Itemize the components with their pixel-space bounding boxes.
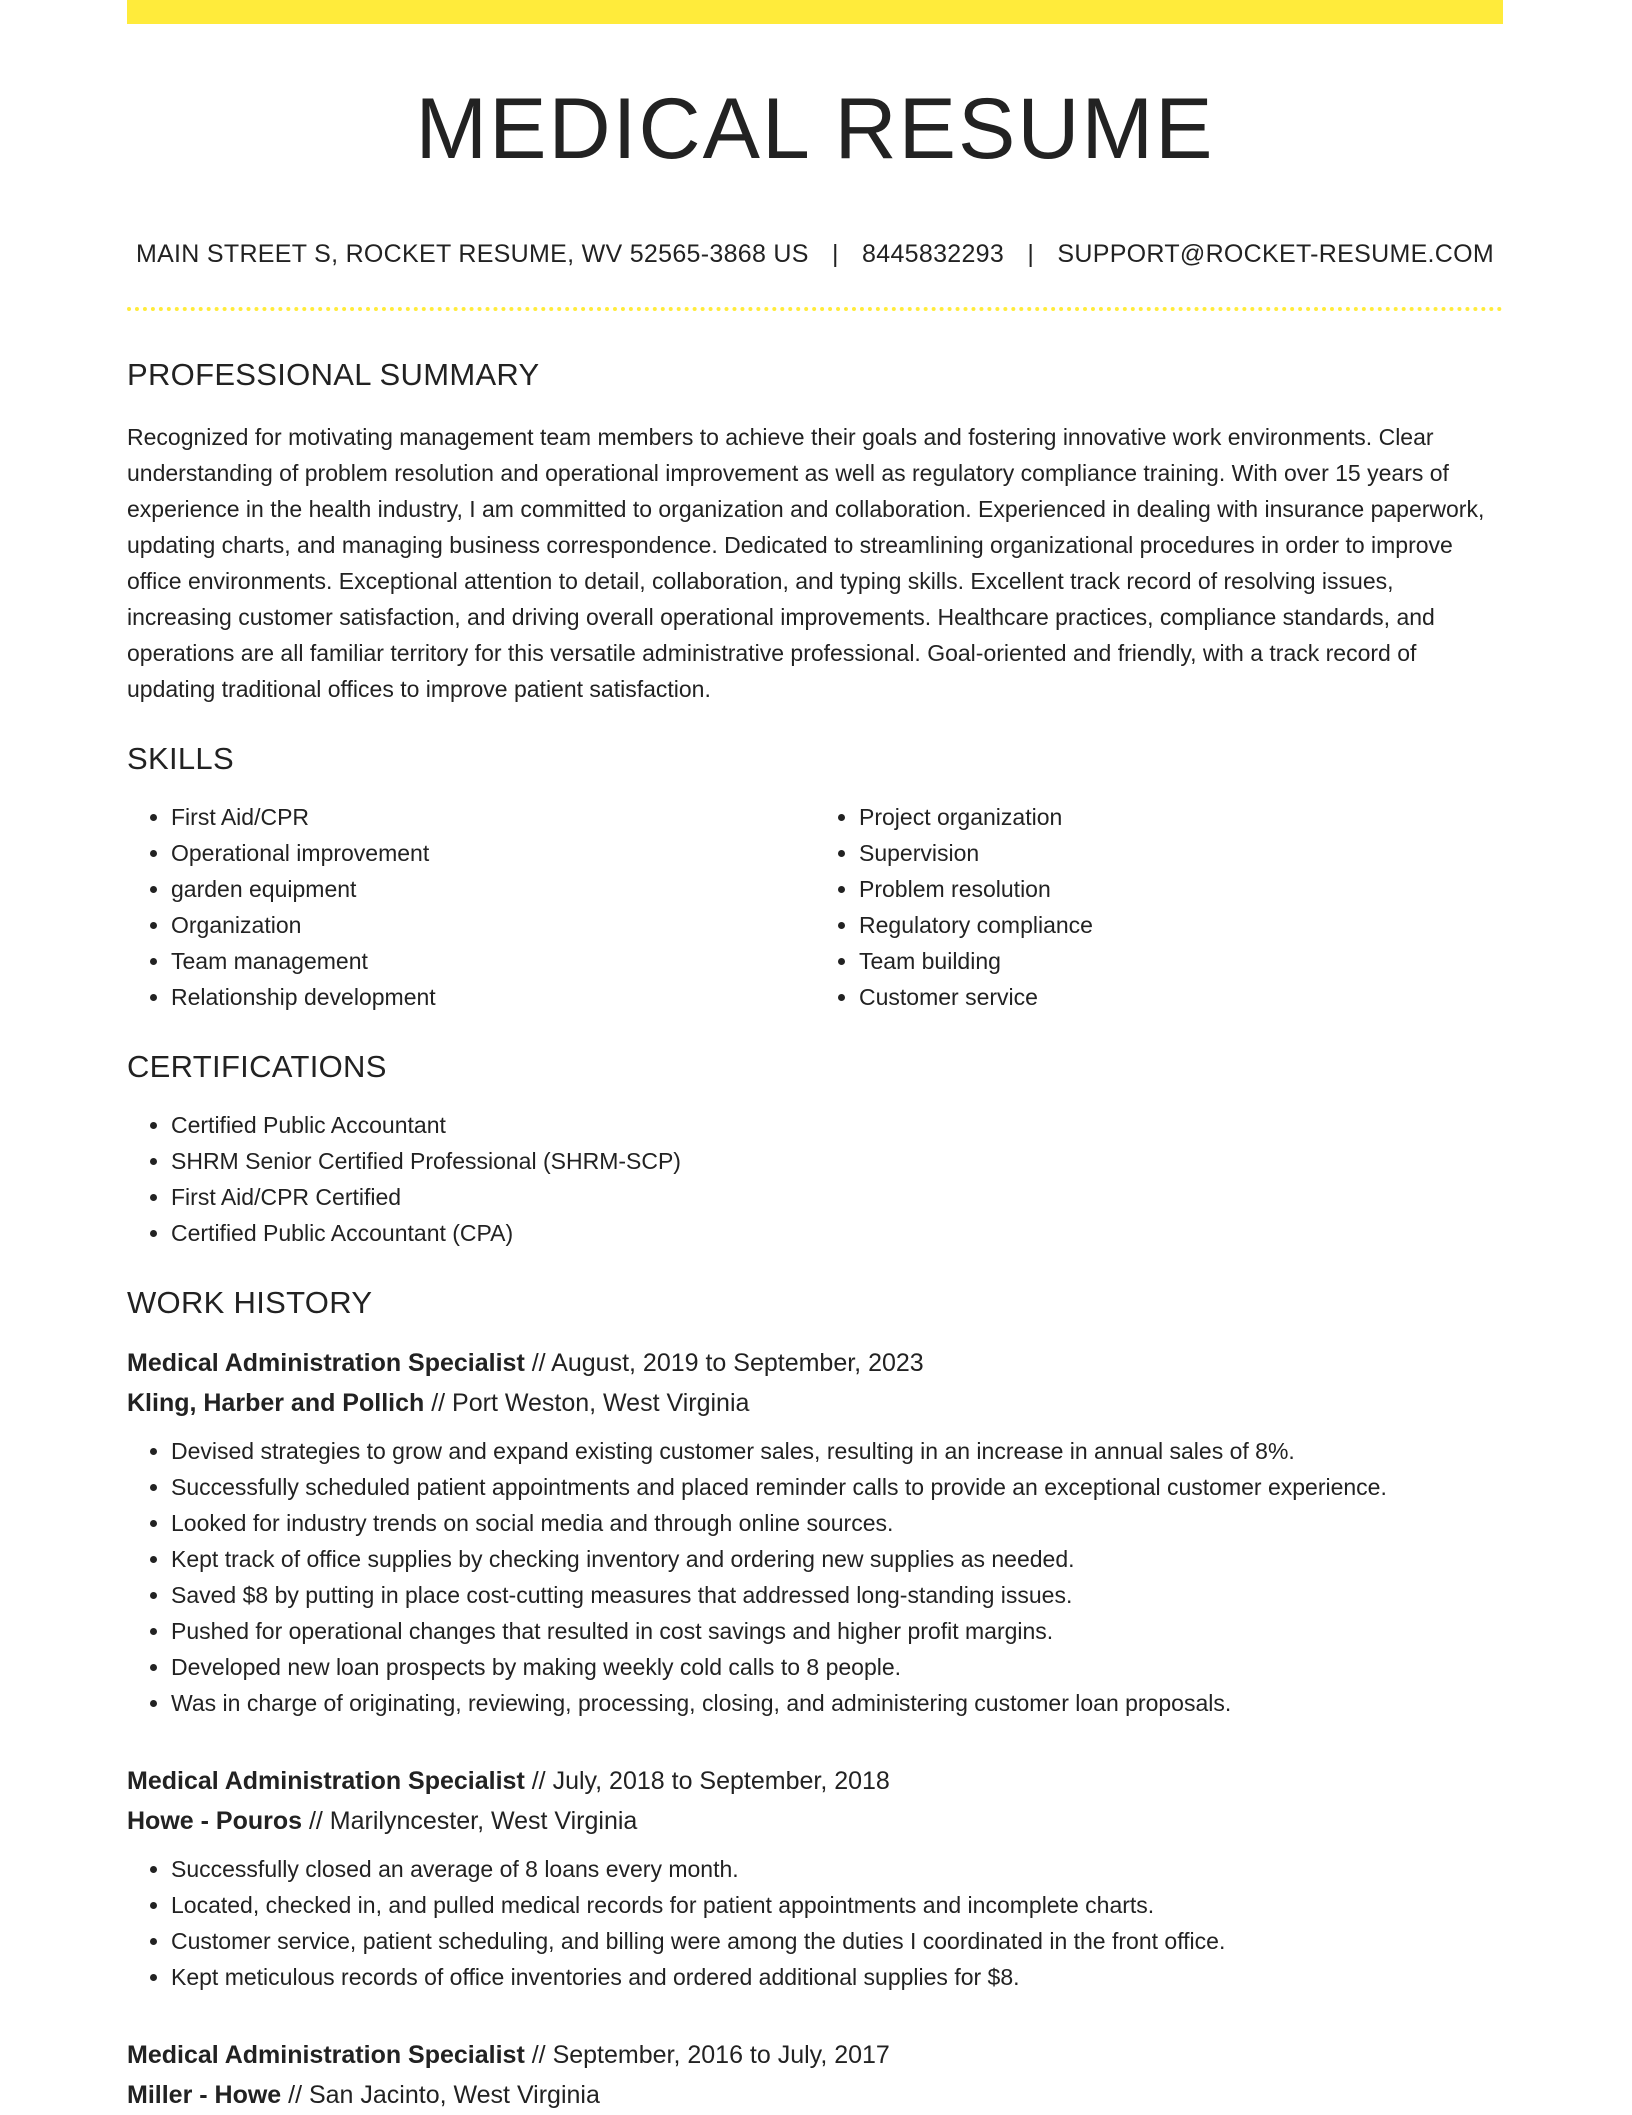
job-duty: • Customer service, patient scheduling, and billing were among the duties I coordinated in the front office. (171, 1923, 1503, 1959)
skills-heading: SKILLS (127, 741, 234, 776)
job-title-line (127, 1761, 1503, 1801)
resume-page (127, 0, 1503, 2115)
job-title: Medical Administration Specialist (127, 2041, 525, 2069)
skill-item: • Operational improvement (171, 835, 815, 871)
job-duty: • Saved $8 by putting in place cost-cutting measures that addressed long-standing issues. (171, 1577, 1503, 1613)
certifications-list (127, 1107, 1503, 1251)
job-title: Medical Administration Specialist (127, 1349, 525, 1377)
contact-separator: | (832, 240, 839, 268)
contact-address: MAIN STREET S, ROCKET RESUME, WV 52565-3868 US (135, 240, 809, 268)
job-duty: • Was in charge of originating, reviewing, processing, closing, and administering customer loan proposals. (171, 1685, 1503, 1721)
certification-item: • Certified Public Accountant (171, 1107, 1503, 1143)
job-company: Kling, Harber and Pollich (127, 1389, 425, 1417)
contact-phone: 8445832293 (862, 240, 1005, 268)
job-location: // Marilyncester, West Virginia (302, 1807, 638, 1835)
job-duty: • Devised strategies to grow and expand existing customer sales, resulting in an increase in annual sales of 8%. (171, 1433, 1503, 1469)
job-title: Medical Administration Specialist (127, 1767, 525, 1795)
job-company-line (127, 2075, 1503, 2115)
certification-item: • Certified Public Accountant (CPA) (171, 1215, 1503, 1251)
job-company-line (127, 1801, 1503, 1841)
job-company: Howe - Pouros (127, 1807, 303, 1835)
job-company: Miller - Howe (127, 2081, 282, 2109)
certification-item: • First Aid/CPR Certified (171, 1179, 1503, 1215)
skill-item: • First Aid/CPR (171, 799, 815, 835)
summary-heading: PROFESSIONAL SUMMARY (127, 357, 540, 392)
skill-item: • Relationship development (171, 979, 815, 1015)
job-entry (127, 1761, 1503, 1995)
skill-item: • Regulatory compliance (859, 907, 1503, 943)
job-dates: // August, 2019 to September, 2023 (524, 1349, 924, 1377)
skill-item: • Problem resolution (859, 871, 1503, 907)
work-history-heading: WORK HISTORY (127, 1285, 373, 1320)
skill-item: • garden equipment (171, 871, 815, 907)
job-duty: • Located, checked in, and pulled medical records for patient appointments and incomplete charts. (171, 1887, 1503, 1923)
accent-top-bar (127, 0, 1503, 24)
job-duty: • Kept meticulous records of office inventories and ordered additional supplies for $8. (171, 1959, 1503, 1995)
job-location: // San Jacinto, West Virginia (281, 2081, 600, 2109)
skill-item: • Supervision (859, 835, 1503, 871)
job-duty: • Kept track of office supplies by checking inventory and ordering new supplies as needed. (171, 1541, 1503, 1577)
skill-item: • Project organization (859, 799, 1503, 835)
contact-separator: | (1027, 240, 1035, 268)
job-entry (127, 2035, 1503, 2115)
skills-list-left (127, 799, 815, 1015)
skill-item: • Team building (859, 943, 1503, 979)
skill-item: • Customer service (859, 979, 1503, 1015)
certifications-heading: CERTIFICATIONS (127, 1049, 387, 1084)
job-entry (127, 1343, 1503, 1721)
skills-grid (127, 799, 1503, 1015)
job-duty: • Successfully closed an average of 8 loans every month. (171, 1851, 1503, 1887)
job-location: // Port Weston, West Virginia (424, 1389, 750, 1417)
skill-item: • Organization (171, 907, 815, 943)
job-duty: • Successfully scheduled patient appointments and placed reminder calls to provide an exceptional customer experience. (171, 1469, 1503, 1505)
skill-item: • Team management (171, 943, 815, 979)
dotted-divider (127, 307, 1503, 311)
job-duty: • Looked for industry trends on social media and through online sources. (171, 1505, 1503, 1541)
contact-email: SUPPORT@ROCKET-RESUME.COM (1057, 240, 1495, 268)
contact-line (127, 240, 1503, 269)
job-duty: • Pushed for operational changes that resulted in cost savings and higher profit margins. (171, 1613, 1503, 1649)
skills-list-right (815, 799, 1503, 1015)
job-dates: // September, 2016 to July, 2017 (524, 2041, 890, 2069)
job-duties-list (127, 1433, 1503, 1721)
job-company-line (127, 1383, 1503, 1423)
summary-text: Recognized for motivating management team members to achieve their goals and fostering innovative work environments. Clear understanding of problem resolution and operational improvement as well as regulatory compliance training. With over 15 years of experience in the health industry, I am committed to organization and collaboration. Experienced in dealing with insurance paperwork, updating charts, and managing business correspondence. Dedicated to streamlining organizational procedures in order to improve office environments. Exceptional attention to detail, collaboration, and typing skills. Excellent track record of resolving issues, increasing customer satisfaction, and driving overall operational improvements. Healthcare practices, compliance standards, and operations are all familiar territory for this versatile administrative professional. Goal-oriented and friendly, with a track record of updating traditional offices to improve patient satisfaction. (127, 424, 1485, 702)
job-duties-list (127, 1851, 1503, 1995)
job-dates: // July, 2018 to September, 2018 (524, 1767, 890, 1795)
resume-title: MEDICAL RESUME (415, 81, 1215, 177)
job-duty: • Developed new loan prospects by making weekly cold calls to 8 people. (171, 1649, 1503, 1685)
job-title-line (127, 2035, 1503, 2075)
certification-item: • SHRM Senior Certified Professional (SHRM-SCP) (171, 1143, 1503, 1179)
job-title-line (127, 1343, 1503, 1383)
